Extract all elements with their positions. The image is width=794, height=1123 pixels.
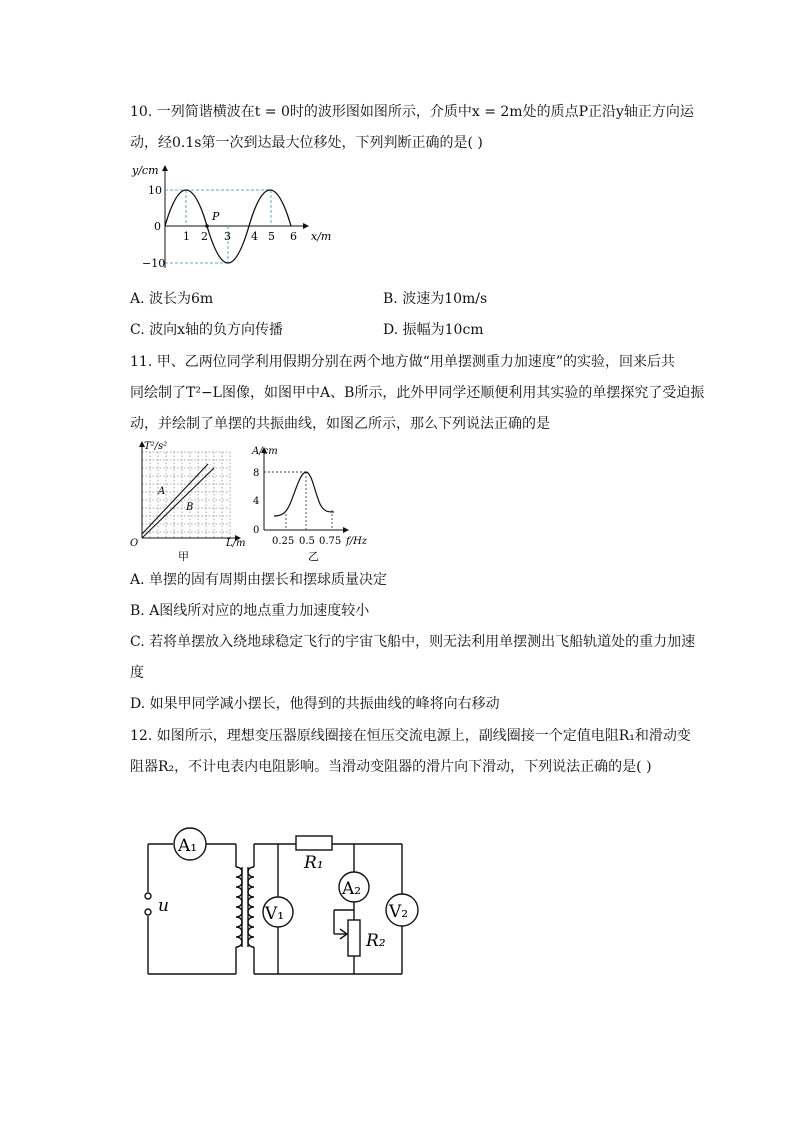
resonance-curve <box>274 472 334 516</box>
v2-label: V₂ <box>389 902 409 922</box>
r1-label: R₁ <box>304 853 324 873</box>
yi-x-tick-025: 0.25 <box>272 536 295 547</box>
source-u-label: u <box>158 896 169 916</box>
y-axis-label: y/cm <box>132 164 159 177</box>
y-tick-neg10: −10 <box>142 257 166 270</box>
x-tick-2: 2 <box>201 230 208 243</box>
q11-option-a: A. 单摆的固有周期由摆长和摆球质量决定 <box>130 572 388 588</box>
line-a-label: A <box>158 486 166 497</box>
yi-y-tick-0: 0 <box>253 525 260 536</box>
y-tick-0: 0 <box>154 220 161 233</box>
yi-x-label: f/Hz <box>346 536 368 547</box>
jia-x-label: L/m <box>226 538 246 549</box>
r2-label: R₂ <box>366 931 386 951</box>
q11-fig-jia <box>128 438 253 566</box>
q11-option-c-cont: 度 <box>130 665 144 681</box>
x-tick-6: 6 <box>290 230 297 243</box>
q11-option-c: C. 若将单摆放入绕地球稳定飞行的宇宙飞船中，则无法利用单摆测出飞船轨道处的重力加速 <box>130 634 696 650</box>
jia-caption: 甲 <box>178 550 189 563</box>
q11-option-b: B. A图线所对应的地点重力加速度较小 <box>130 603 370 619</box>
q10-option-b: B. 波速为10m/s <box>383 291 488 307</box>
x-tick-4: 4 <box>251 230 258 243</box>
q12-stem-line1: 12. 如图所示，理想变压器原线圈接在恒压交流电源上，副线圈接一个定值电阻R₁和滑动变 <box>130 728 691 744</box>
q10-option-c: C. 波向x轴的负方向传播 <box>130 322 284 338</box>
yi-y-tick-4: 4 <box>253 496 260 507</box>
q11-option-d: D. 如果甲同学减小摆长，他得到的共振曲线的峰将向右移动 <box>130 696 500 712</box>
a2-label: A₂ <box>342 879 362 899</box>
q11-fig-yi <box>248 446 378 566</box>
jia-origin: O <box>130 538 139 549</box>
v1-label: V₁ <box>265 904 285 924</box>
yi-y-tick-8: 8 <box>253 468 260 479</box>
q10-option-a: A. 波长为6m <box>130 291 214 307</box>
x-tick-5: 5 <box>268 230 275 243</box>
jia-y-label: T²/s² <box>144 441 168 452</box>
yi-x-tick-075: 0.75 <box>319 536 342 547</box>
q12-circuit-diagram <box>138 822 428 982</box>
q11-stem-line1: 11. 甲、乙两位同学利用假期分别在两个地方做“用单摆测重力加速度”的实验，回来后共 <box>130 354 676 370</box>
x-tick-3: 3 <box>224 230 231 243</box>
q11-stem-line2: 同绘制了T²−L图像，如图甲中A、B所示，此外甲同学还顺便利用其实验的单摆探究了受迫振 <box>130 385 705 401</box>
yi-caption: 乙 <box>308 550 319 563</box>
q11-stem-line3: 动，并绘制了单摆的共振曲线，如图乙所示，那么下列说法正确的是 <box>130 416 550 432</box>
yi-y-label: A/cm <box>252 446 278 457</box>
line-b-label: B <box>186 502 194 513</box>
q10-option-d: D. 振幅为10cm <box>383 322 484 338</box>
x-tick-1: 1 <box>183 230 190 243</box>
point-p-label: P <box>212 210 220 223</box>
y-tick-10: 10 <box>148 184 162 197</box>
a1-label: A₁ <box>178 836 198 856</box>
q10-stem-line1: 10. 一列简谐横波在t = 0时的波形图如图所示，介质中x = 2m处的质点P正沿y轴正方向运 <box>130 104 694 120</box>
yi-x-tick-05: 0.5 <box>299 536 315 547</box>
x-axis-label: x/m <box>311 230 332 243</box>
q10-stem-line2: 动，经0.1s第一次到达最大位移处，下列判断正确的是( ) <box>130 135 483 151</box>
q10-wave-graph <box>128 158 338 278</box>
q12-stem-line2: 阻器R₂，不计电表内电阻影响。当滑动变阻器的滑片向下滑动，下列说法正确的是( ) <box>130 759 652 775</box>
